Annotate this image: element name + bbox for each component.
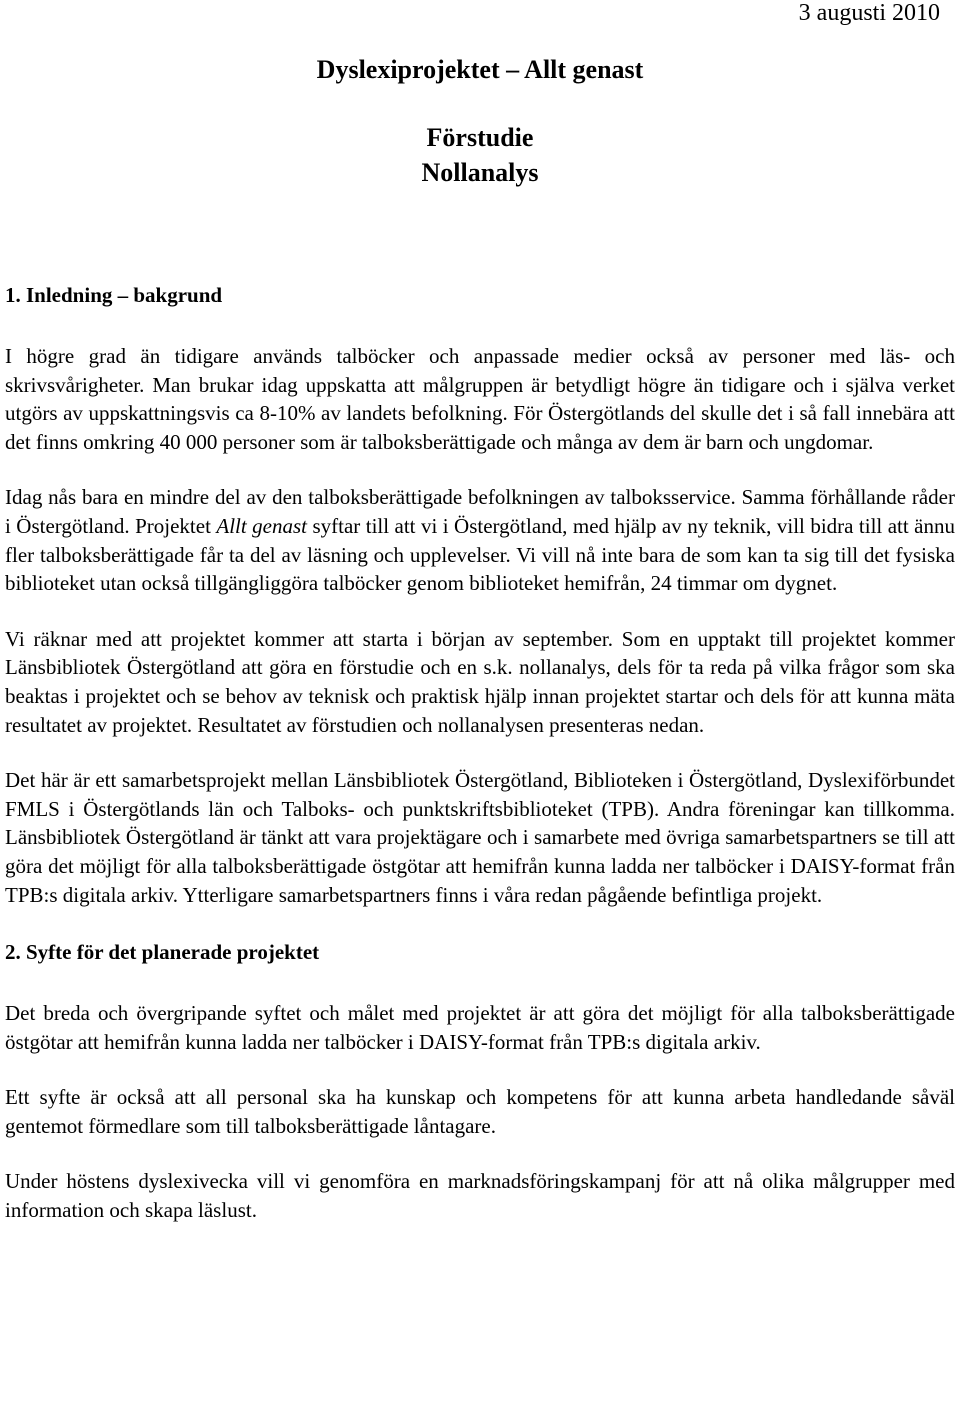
document-date: 3 augusti 2010 <box>798 0 940 26</box>
section-1-heading: 1. Inledning – bakgrund <box>5 283 223 307</box>
section-2-paragraph-3: Under höstens dyslexivecka vill vi genomföra en marknadsföringskampanj för att nå olika målgrupper med information och skapa läslust. <box>5 1169 955 1223</box>
section-2-paragraph-1: Det breda och övergripande syftet och målet med projektet är att göra det möjligt för alla talboksberättigade östgötar att hemifrån kunna ladda ner talböcker i DAISY-format från TPB:s digitala arkiv. <box>5 1001 955 1054</box>
project-name-italic: Allt genast <box>216 513 307 538</box>
paragraph-text: syftar till att vi i Östergötland, med hjälp av ny teknik, vill bidra till att ännu fler talboksberättigade får ta del av läsning och upplevelser. Vi vill nå inte bara de som kan ta sig till det fysiska biblioteket utan också tillgängliggöra talböcker genom biblioteket hemifrån, 24 timmar om dygnet. <box>5 513 955 596</box>
section-2-heading: 2. Syfte för det planerade projektet <box>5 940 320 965</box>
section-1-paragraph-3: Vi räknar med att projektet kommer att starta i början av september. Som en upptakt till projektet kommer Länsbibliotek Östergötland att göra en förstudie och en s.k. nollanalys, dels för ta reda på vilka frågor som ska beaktas i projektet och se behov av teknisk och praktisk hjälp innan projektet startar och dels för att kunna mäta resultatet av projektet. Resultatet av förstudien och nollanalysen presenteras nedan. <box>5 626 955 737</box>
section-1-paragraph-2 <box>5 483 955 597</box>
document-title: Dyslexiprojektet – Allt genast <box>316 55 644 84</box>
section-1-paragraph-1: I högre grad än tidigare används talböcker och anpassade medier också av personer med läs- och skrivsvårigheter. Man brukar idag uppskatta att målgruppen är betydligt högre än tidigare och i själva verket utgörs av uppskattningsvis ca 8-10% av landets befolkning. För Östergötlands del skulle det i så fall innebära att det finns omkring 40 000 personer som är talboksberättigade och många av dem är barn och ungdomar. <box>5 344 955 454</box>
section-2-paragraph-2: Ett syfte är också att all personal ska ha kunskap och kompetens för att kunna arbeta handledande såväl gentemot förmedlare som till talboksberättigade låntagare. <box>5 1085 955 1138</box>
document-subtitle-2: Nollanalys <box>421 158 539 187</box>
section-1-paragraph-4: Det här är ett samarbetsprojekt mellan Länsbibliotek Östergötland, Biblioteken i Östergötland, Dyslexiförbundet FMLS i Östergötlands län och Talboks- och punktskriftsbiblioteket (TPB). Andra föreningar kan tillkomma. Länsbibliotek Östergötland är tänkt att vara projektägare och i samarbete med övriga samarbetspartners se till att göra det möjligt för alla talboksberättigade östgötar att hemifrån kunna ladda ner talböcker i DAISY-format från TPB:s digitala arkiv. Ytterligare samarbetspartners finns i våra redan pågående befintliga projekt. <box>5 768 955 907</box>
document-body <box>5 280 955 1225</box>
document-subtitle-1: Förstudie <box>426 123 534 152</box>
paragraph-text: Idag nås bara en mindre del av den talboksberättigade befolkningen av talboksservice. Samma förhållande råder i Östergötland. Projektet <box>5 485 955 538</box>
